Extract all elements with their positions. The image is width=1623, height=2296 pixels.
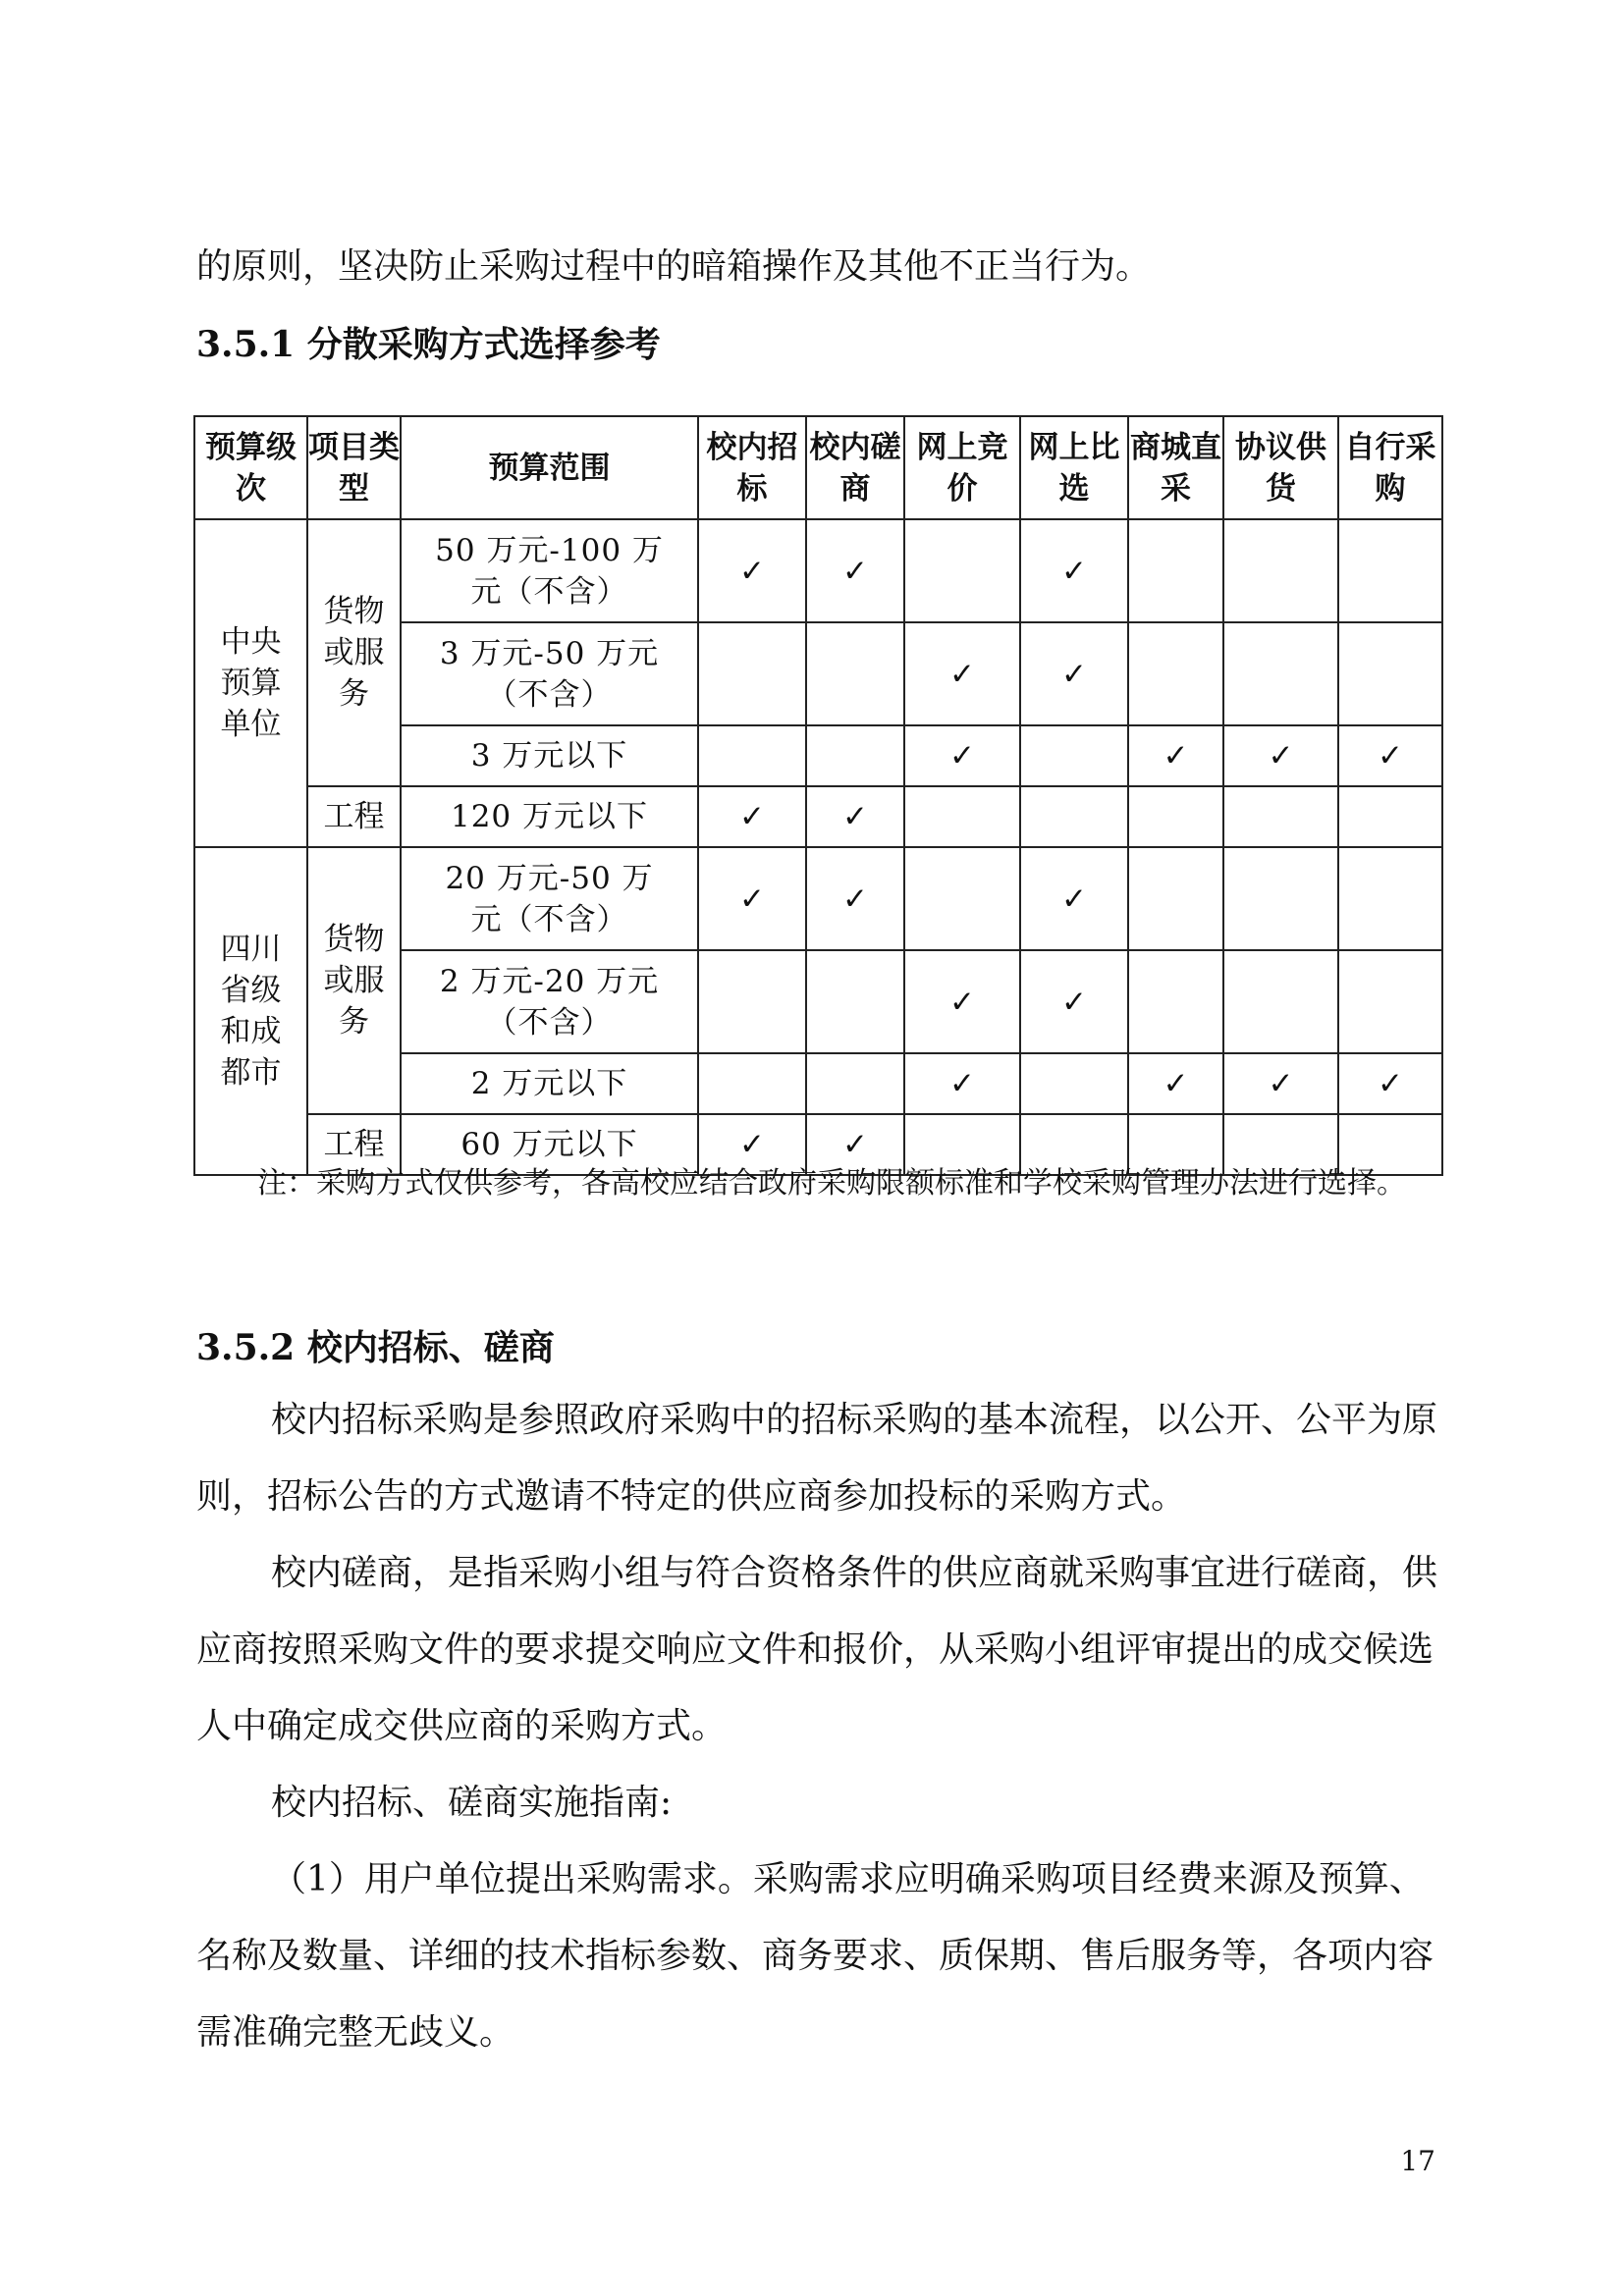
method-check-cell [1338,622,1442,725]
method-check-cell: ✓ [904,622,1020,725]
method-check-cell: ✓ [1128,1053,1223,1114]
header-campus-tender: 校内招标 [698,416,806,519]
budget-level-cell: 四川省级和成都市 [194,847,307,1175]
table-row [194,519,1442,622]
method-check-cell: ✓ [1128,725,1223,786]
header-online-comparison: 网上比选 [1020,416,1128,519]
method-check-cell [806,622,904,725]
body-paragraph: 校内磋商，是指采购小组与符合资格条件的供应商就采购事宜进行磋商，供应商按照采购文件的要求提交响应文件和报价，从采购小组评审提出的成交候选人中确定成交供应商的采购方式。 [196,1553,1438,1746]
method-check-cell [904,786,1020,847]
method-check-cell: ✓ [904,725,1020,786]
project-type-cell: 货物或服务 [307,519,401,786]
method-check-cell: ✓ [1020,622,1128,725]
method-check-cell [698,950,806,1053]
budget-range-cell: 60 万元以下 [401,1114,698,1175]
project-type-cell: 货物或服务 [307,847,401,1114]
budget-range-cell: 20 万元-50 万元（不含） [401,847,698,950]
method-check-cell: ✓ [806,786,904,847]
method-check-cell [1338,847,1442,950]
method-check-cell [1020,725,1128,786]
section-heading-3-5-1: 3.5.1 分散采购方式选择参考 [196,324,661,365]
header-campus-negotiation: 校内磋商 [806,416,904,519]
table-note: 注：采购方式仅供参考，各高校应结合政府采购限额标准和学校采购管理办法进行选择。 [257,1166,1406,1201]
method-check-cell [1128,950,1223,1053]
method-check-cell [1338,519,1442,622]
method-check-cell: ✓ [1223,725,1338,786]
method-check-cell [1128,622,1223,725]
method-check-cell [1020,786,1128,847]
method-check-cell [1128,519,1223,622]
budget-range-cell: 50 万元-100 万元（不含） [401,519,698,622]
method-check-cell: ✓ [1020,847,1128,950]
method-check-cell: ✓ [1223,1053,1338,1114]
method-check-cell: ✓ [806,1114,904,1175]
budget-level-cell: 中央预算单位 [194,519,307,847]
method-check-cell: ✓ [698,847,806,950]
budget-range-cell: 120 万元以下 [401,786,698,847]
method-check-cell: ✓ [698,786,806,847]
budget-range-cell: 3 万元以下 [401,725,698,786]
method-check-cell [806,725,904,786]
page-number: 17 [1400,2145,1435,2177]
method-check-cell: ✓ [1338,725,1442,786]
method-check-cell [1338,786,1442,847]
method-check-cell [904,847,1020,950]
method-check-cell [806,1053,904,1114]
section-heading-3-5-2: 3.5.2 校内招标、磋商 [196,1327,555,1368]
table-row [194,786,1442,847]
method-check-cell: ✓ [806,519,904,622]
method-check-cell [698,725,806,786]
method-check-cell: ✓ [1020,519,1128,622]
header-agreement-supply: 协议供货 [1223,416,1338,519]
procurement-method-table [193,415,1443,1176]
body-paragraph: 校内招标、磋商实施指南: [271,1783,673,1823]
method-check-cell [904,519,1020,622]
method-check-cell [806,950,904,1053]
table-row [194,847,1442,950]
method-check-cell [1223,950,1338,1053]
body-paragraph: （1）用户单位提出采购需求。采购需求应明确采购项目经费来源及预算、名称及数量、详细的技术指标参数、商务要求、质保期、售后服务等，各项内容需准确完整无歧义。 [196,1859,1434,2053]
budget-range-cell: 3 万元-50 万元（不含） [401,622,698,725]
method-check-cell [698,1053,806,1114]
intro-paragraph: 的原则，坚决防止采购过程中的暗箱操作及其他不正当行为。 [196,246,1152,287]
method-check-cell [1020,1053,1128,1114]
method-check-cell: ✓ [698,519,806,622]
method-check-cell [1338,950,1442,1053]
method-check-cell [1128,847,1223,950]
project-type-cell: 工程 [307,786,401,847]
header-budget-level: 预算级次 [194,416,307,519]
method-check-cell: ✓ [904,1053,1020,1114]
method-check-cell: ✓ [1338,1053,1442,1114]
method-check-cell: ✓ [904,950,1020,1053]
budget-range-cell: 2 万元以下 [401,1053,698,1114]
method-check-cell: ✓ [1020,950,1128,1053]
method-check-cell: ✓ [698,1114,806,1175]
method-check-cell [1223,622,1338,725]
budget-range-cell: 2 万元-20 万元（不含） [401,950,698,1053]
method-check-cell [1223,519,1338,622]
project-type-cell: 工程 [307,1114,401,1175]
method-check-cell [1223,847,1338,950]
header-online-bidding: 网上竞价 [904,416,1020,519]
method-check-cell [1128,786,1223,847]
method-check-cell [1223,786,1338,847]
header-mall-direct: 商城直采 [1128,416,1223,519]
method-check-cell [698,622,806,725]
header-self-purchase: 自行采购 [1338,416,1442,519]
method-check-cell: ✓ [806,847,904,950]
body-paragraph: 校内招标采购是参照政府采购中的招标采购的基本流程，以公开、公平为原则，招标公告的方式邀请不特定的供应商参加投标的采购方式。 [196,1400,1438,1517]
header-budget-range: 预算范围 [401,416,698,519]
table-header-row [194,416,1442,519]
header-project-type: 项目类型 [307,416,401,519]
